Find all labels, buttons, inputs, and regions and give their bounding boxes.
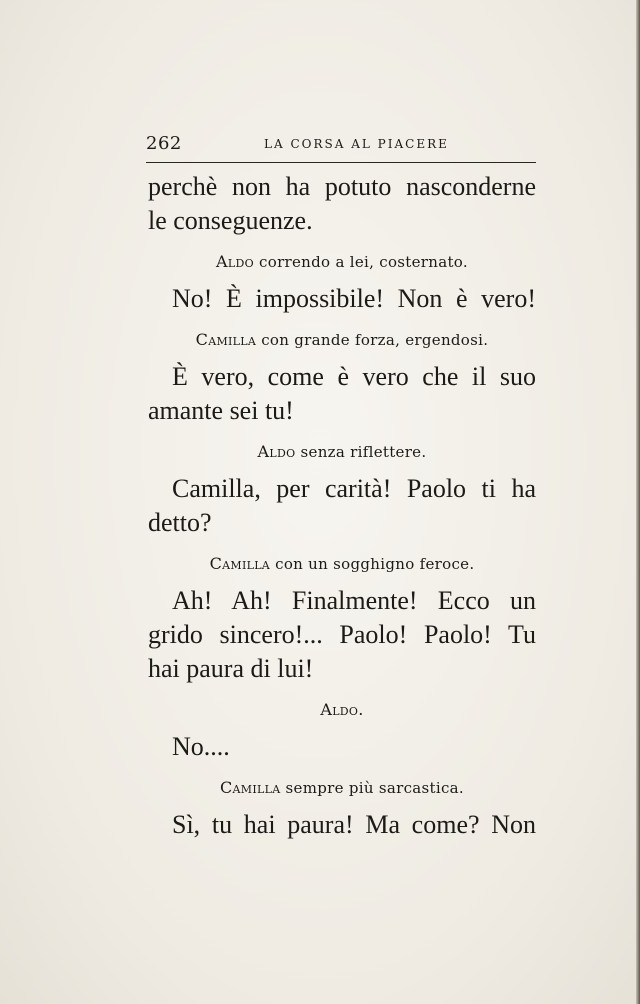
text-line: detto?: [148, 508, 212, 537]
direction-text: correndo a lei, costernato.: [259, 253, 468, 271]
speech-block: [148, 170, 536, 238]
text-line: Camilla, per carità! Paolo ti ha: [172, 474, 536, 503]
direction-text: con un sogghigno feroce.: [275, 555, 475, 573]
text-line: No! È impossibile! Non è vero!: [172, 284, 536, 313]
speaker-name: Camilla: [195, 330, 257, 349]
page-body: [148, 170, 536, 842]
speaker-name: Camilla: [209, 554, 271, 573]
speech-block: [148, 282, 536, 316]
text-line: le conseguenze.: [148, 206, 313, 235]
stage-direction: [148, 554, 536, 574]
text-line: No....: [172, 732, 230, 761]
text-line: amante sei tu!: [148, 396, 294, 425]
speaker-name: Aldo: [216, 252, 254, 271]
stage-direction: [148, 700, 536, 720]
speech-block: [148, 730, 536, 764]
stage-direction: [148, 778, 536, 798]
stage-direction: [148, 442, 536, 462]
stage-direction: [148, 252, 536, 272]
page-header: [146, 133, 536, 155]
text-line: hai paura di lui!: [148, 654, 314, 683]
speech-block: [148, 584, 536, 686]
text-line: È vero, come è vero che il suo: [172, 362, 536, 391]
page-number: 262: [146, 133, 182, 154]
speech-block: [148, 472, 536, 540]
text-line: perchè non ha potuto nasconderne: [148, 172, 536, 201]
speaker-name: Aldo.: [320, 700, 364, 719]
direction-text: senza riflettere.: [300, 443, 427, 461]
speaker-name: Aldo: [257, 442, 296, 461]
speech-block: [148, 808, 536, 842]
direction-text: sempre più sarcastica.: [285, 779, 464, 797]
page-edge-shadow: [636, 0, 640, 1004]
text-line: Ah! Ah! Finalmente! Ecco un: [172, 586, 536, 615]
speaker-name: Camilla: [220, 778, 281, 797]
text-line: Sì, tu hai paura! Ma come? Non: [172, 810, 536, 839]
stage-direction: [148, 330, 536, 350]
text-line: grido sincero!... Paolo! Paolo! Tu: [148, 620, 536, 649]
direction-text: con grande forza, ergendosi.: [261, 331, 489, 349]
speech-block: [148, 360, 536, 428]
running-title: LA CORSA AL PIACERE: [264, 137, 449, 151]
header-rule: [146, 162, 536, 163]
